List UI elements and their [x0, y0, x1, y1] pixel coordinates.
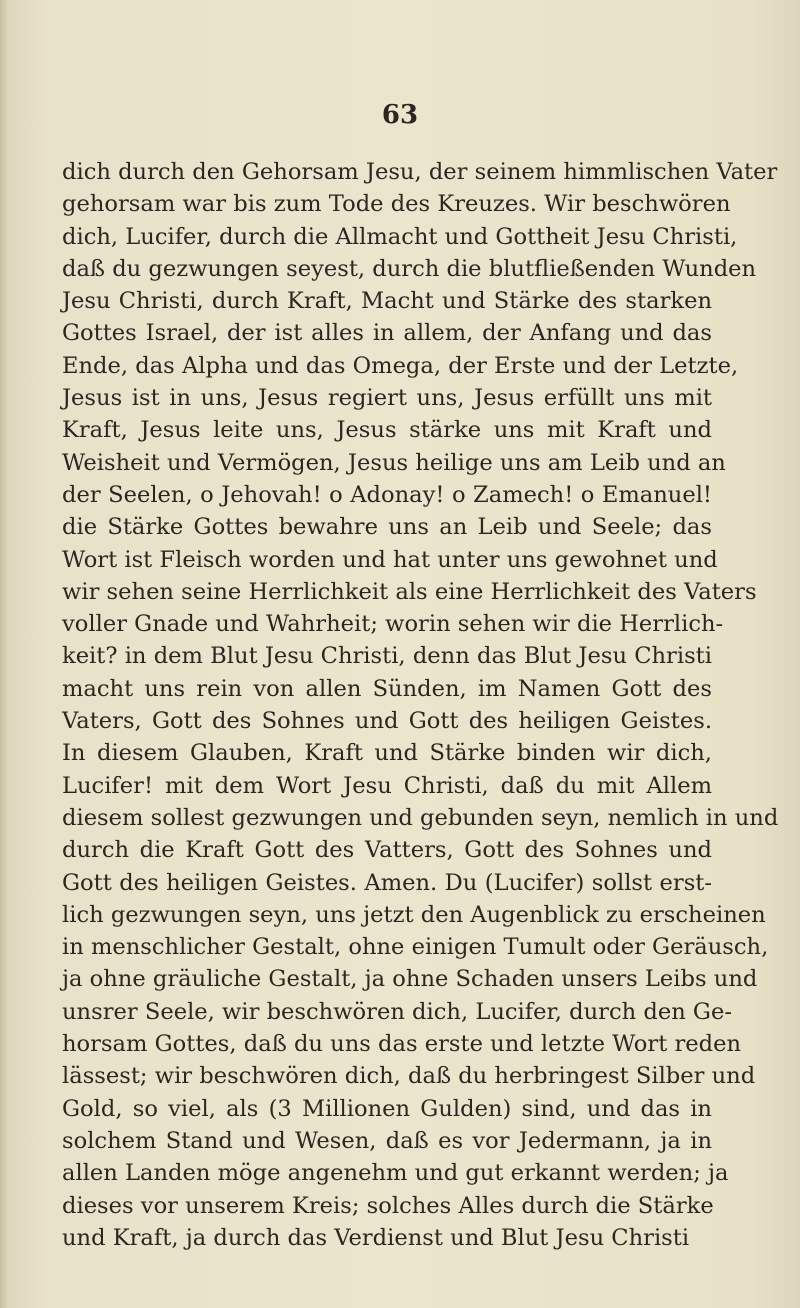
text-line: lich gezwungen seyn, uns jetzt den Augenblick zu erscheinen [62, 901, 766, 928]
text-line: solchem Stand und Wesen, daß es vor Jedermann, ja in [62, 1127, 712, 1154]
text-line: macht uns rein von allen Sünden, im Namen Gott des [62, 675, 712, 702]
text-line: ja ohne gräuliche Gestalt, ja ohne Schaden unsers Leibs und [62, 966, 758, 993]
text-line: diesem sollest gezwungen und gebunden seyn, nemlich in und [62, 804, 779, 831]
text-line: Ende, das Alpha und das Omega, der Erste und der Letzte, [62, 352, 739, 379]
text-line: Lucifer! mit dem Wort Jesu Christi, daß du mit Allem [62, 772, 712, 799]
text-line: dich, Lucifer, durch die Allmacht und Gottheit Jesu Christi, [62, 223, 738, 250]
text-line: lässest; wir beschwören dich, daß du herbringest Silber und [62, 1063, 756, 1090]
text-line: die Stärke Gottes bewahre uns an Leib und Seele; das [62, 514, 712, 541]
text-line: Vaters, Gott des Sohnes und Gott des heiligen Geistes. [62, 708, 712, 735]
text-line: Wort ist Fleisch worden und hat unter uns gewohnet und [62, 546, 718, 573]
body-text [62, 156, 779, 1254]
text-line: Weisheit und Vermögen, Jesus heilige uns am Leib und an [62, 449, 726, 476]
text-line: In diesem Glauben, Kraft und Stärke binden wir dich, [62, 740, 712, 767]
text-line: Gold, so viel, als (3 Millionen Gulden) sind, und das in [62, 1095, 712, 1122]
text-line: wir sehen seine Herrlichkeit als eine Herrlichkeit des Vaters [62, 578, 757, 605]
text-line: und Kraft, ja durch das Verdienst und Blut Jesu Christi [62, 1224, 690, 1251]
page-edge-shadow [0, 0, 8, 1308]
text-line: allen Landen möge angenehm und gut erkannt werden; ja [62, 1160, 729, 1187]
text-line: daß du gezwungen seyest, durch die blutfließenden Wunden [62, 255, 757, 282]
text-line: in menschlicher Gestalt, ohne einigen Tumult oder Geräusch, [62, 934, 769, 961]
page-number: 63 [381, 100, 419, 130]
text-line: Jesus ist in uns, Jesus regiert uns, Jesus erfüllt uns mit [62, 385, 712, 412]
text-line: dieses vor unserem Kreis; solches Alles durch die Stärke [62, 1192, 714, 1219]
text-line: Jesu Christi, durch Kraft, Macht und Stärke des starken [62, 288, 712, 315]
text-line: Kraft, Jesus leite uns, Jesus stärke uns mit Kraft und [62, 417, 712, 444]
text-line: dich durch den Gehorsam Jesu, der seinem himmlischen Vater [62, 159, 778, 185]
text-line: horsam Gottes, daß du uns das erste und letzte Wort reden [62, 1031, 742, 1058]
text-line: der Seelen, o Jehovah! o Adonay! o Zamech! o Emanuel! [62, 481, 712, 508]
text-line: Gott des heiligen Geistes. Amen. Du (Lucifer) sollst erst- [62, 869, 712, 896]
text-line: Gottes Israel, der ist alles in allem, der Anfang und das [62, 320, 712, 347]
text-line: voller Gnade und Wahrheit; worin sehen wir die Herrlich- [62, 611, 724, 638]
text-line: keit? in dem Blut Jesu Christi, denn das Blut Jesu Christi [62, 643, 712, 670]
text-line: unsrer Seele, wir beschwören dich, Lucifer, durch den Ge- [62, 998, 732, 1025]
text-line: gehorsam war bis zum Tode des Kreuzes. Wir beschwören [62, 191, 731, 218]
text-line: durch die Kraft Gott des Vatters, Gott des Sohnes und [62, 837, 712, 864]
